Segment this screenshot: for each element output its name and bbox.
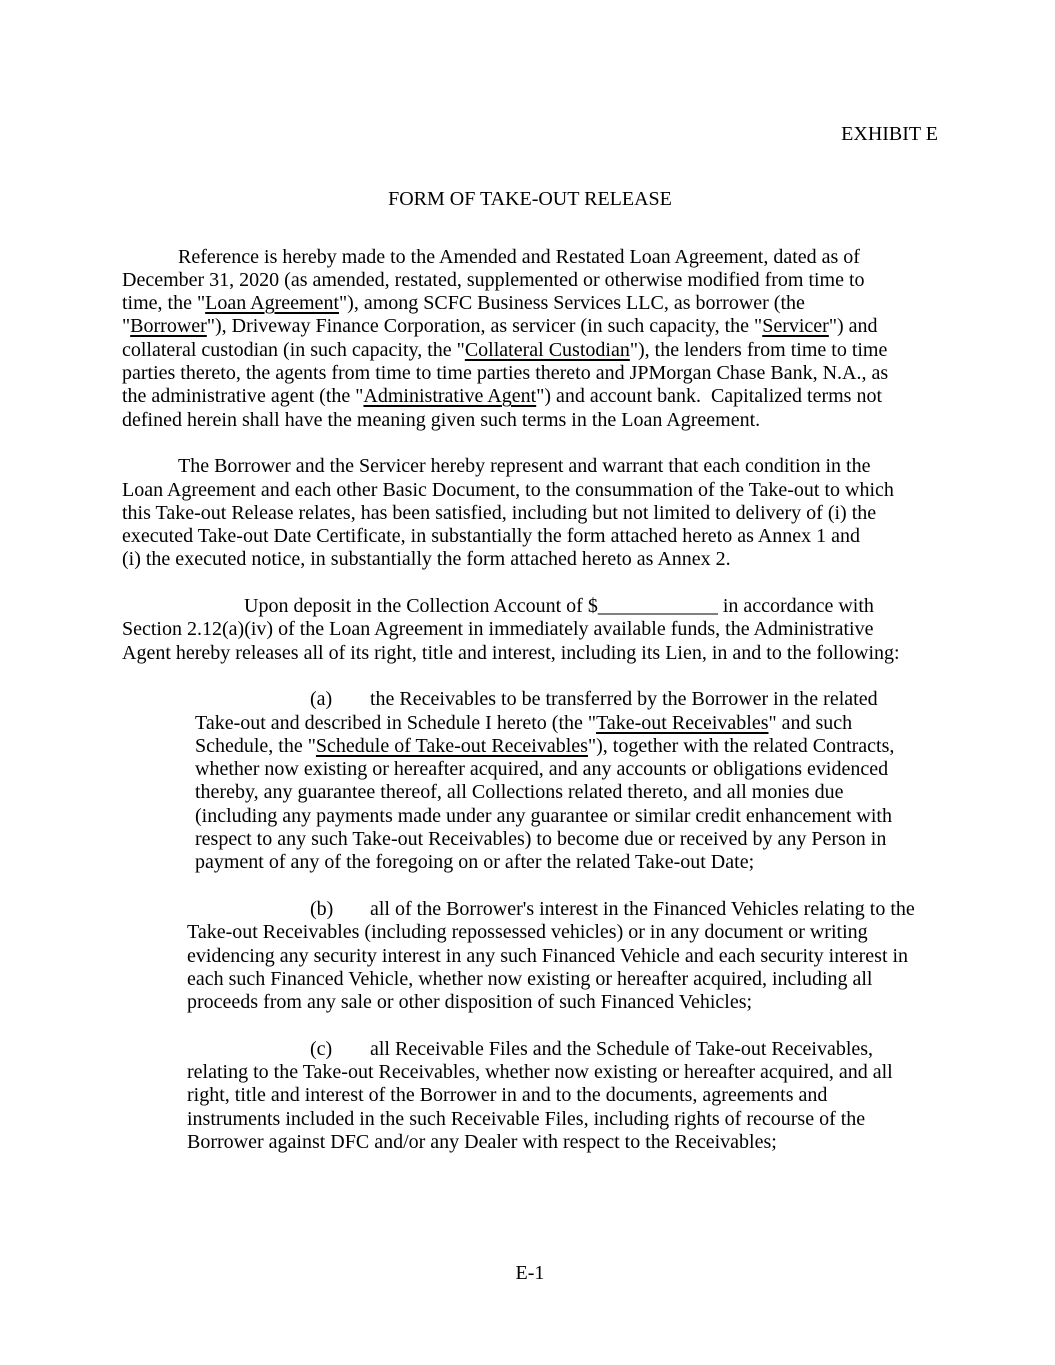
underlined-term: Collateral Custodian	[464, 338, 630, 361]
text-line	[122, 292, 938, 315]
text-line	[122, 479, 938, 502]
text-line	[187, 991, 938, 1014]
text-segment: the administrative agent (the "	[122, 385, 364, 408]
text-segment: time, the "	[122, 292, 206, 315]
text-segment: Schedule, the "	[195, 734, 316, 757]
text-segment: ") and account bank. Capitalized terms not	[536, 385, 883, 408]
text-line	[187, 921, 938, 944]
text-segment: each such Financed Vehicle, whether now existing or hereafter acquired, including all	[187, 967, 873, 990]
text-segment: parties thereto, the agents from time to time parties thereto and JPMorgan Chase Bank, N.A., as	[122, 362, 889, 385]
text-segment: Section 2.12(a)(iv) of the Loan Agreement in immediately available funds, the Administrative	[122, 618, 874, 641]
text-segment: all of the Borrower's interest in the Financed Vehicles relating to the	[370, 897, 915, 920]
text-segment: "), together with the related Contracts,	[587, 734, 895, 757]
text-line	[195, 758, 938, 781]
text-line	[122, 548, 938, 571]
paragraph-representation	[122, 455, 938, 571]
text-segment: ") and	[828, 315, 878, 338]
text-segment: right, title and interest of the Borrower in and to the documents, agreements and	[187, 1084, 828, 1107]
text-segment: "), Driveway Finance Corporation, as servicer (in such capacity, the "	[206, 315, 763, 338]
text-line	[187, 945, 938, 968]
text-segment: Agent hereby releases all of its right, title and interest, including its Lien, in and to the following:	[122, 641, 900, 664]
text-segment: Take-out and described in Schedule I hereto (the "	[195, 711, 597, 734]
text-line	[122, 502, 938, 525]
text-segment: Upon deposit in the Collection Account of $____________ in accordance with	[244, 595, 874, 618]
text-segment: "	[122, 315, 131, 338]
text-segment: whether now existing or hereafter acquired, and any accounts or obligations evidenced	[195, 758, 889, 781]
item-marker: (b)	[310, 897, 334, 920]
text-segment: the Receivables to be transferred by the Borrower in the related	[370, 688, 878, 711]
paragraph-release	[122, 595, 938, 665]
paragraph-intro	[122, 246, 938, 432]
page-number: E-1	[515, 1262, 545, 1284]
text-line	[187, 1131, 938, 1154]
exhibit-label: EXHIBIT E	[841, 123, 938, 145]
text-line	[122, 409, 938, 432]
text-segment: Take-out Receivables (including repossessed vehicles) or in any document or writing	[187, 921, 868, 944]
text-line	[122, 246, 938, 269]
text-segment: collateral custodian (in such capacity, the "	[122, 338, 465, 361]
text-segment: (i) the executed notice, in substantially the form attached hereto as Annex 2.	[122, 548, 731, 571]
document-paragraphs	[122, 246, 938, 1155]
underlined-term: Take-out Receivables	[596, 711, 769, 734]
text-segment: evidencing any security interest in any such Financed Vehicle and each security interest in	[187, 944, 909, 967]
text-segment: executed Take-out Date Certificate, in substantially the form attached hereto as Annex 1 and	[122, 525, 860, 548]
text-segment: December 31, 2020 (as amended, restated, supplemented or otherwise modified from time to	[122, 268, 865, 291]
text-segment: relating to the Take-out Receivables, whether now existing or hereafter acquired, and all	[187, 1060, 893, 1083]
underlined-term: Servicer	[762, 315, 829, 338]
item-marker: (a)	[310, 688, 333, 711]
text-line	[195, 712, 938, 735]
text-segment: "), the lenders from time to time	[629, 338, 888, 361]
underlined-term: Schedule of Take-out Receivables	[315, 734, 588, 757]
underlined-term: Loan Agreement	[205, 292, 339, 315]
text-segment: (including any payments made under any guarantee or similar credit enhancement with	[195, 804, 892, 827]
text-segment: this Take-out Release relates, has been satisfied, including but not limited to delivery of (i) the	[122, 501, 877, 524]
text-line	[187, 1084, 938, 1107]
text-line	[122, 339, 938, 362]
document-title: FORM OF TAKE-OUT RELEASE	[388, 188, 672, 211]
text-line	[195, 781, 938, 804]
text-line	[187, 1061, 938, 1084]
text-segment: respect to any such Take-out Receivables) to become due or received by any Person in	[195, 828, 887, 851]
text-segment: thereby, any guarantee thereof, all Collections related thereto, and all monies due	[195, 781, 844, 804]
item-marker: (c)	[310, 1037, 333, 1060]
text-line	[195, 828, 938, 851]
paragraph-item-a	[122, 688, 938, 874]
text-segment: " and such	[768, 711, 853, 734]
text-line	[122, 315, 938, 338]
text-segment: instruments included in the such Receivable Files, including rights of recourse of the	[187, 1107, 866, 1130]
text-line	[122, 385, 938, 408]
text-segment: defined herein shall have the meaning given such terms in the Loan Agreement.	[122, 408, 761, 431]
text-line	[122, 362, 938, 385]
text-line	[195, 735, 938, 758]
paragraph-item-b	[122, 898, 938, 1014]
text-segment: "), among SCFC Business Services LLC, as borrower (the	[339, 292, 805, 315]
text-line	[122, 455, 938, 478]
text-line	[122, 618, 938, 641]
text-line	[187, 1108, 938, 1131]
text-line	[195, 851, 938, 874]
text-line	[122, 642, 938, 665]
text-segment: all Receivable Files and the Schedule of Take-out Receivables,	[370, 1037, 874, 1060]
text-segment: Reference is hereby made to the Amended and Restated Loan Agreement, dated as of	[178, 245, 860, 268]
text-line	[122, 269, 938, 292]
paragraph-item-c	[122, 1038, 938, 1154]
text-line	[122, 525, 938, 548]
text-segment: The Borrower and the Servicer hereby represent and warrant that each condition in the	[178, 455, 871, 478]
text-segment: Loan Agreement and each other Basic Document, to the consummation of the Take-out to which	[122, 478, 894, 501]
text-line	[187, 968, 938, 991]
underlined-term: Administrative Agent	[363, 385, 537, 408]
text-line	[187, 1038, 938, 1061]
text-segment: payment of any of the foregoing on or after the related Take-out Date;	[195, 851, 755, 874]
text-line	[195, 688, 938, 711]
text-segment: proceeds from any sale or other disposition of such Financed Vehicles;	[187, 991, 753, 1014]
text-line	[122, 595, 938, 618]
text-line	[187, 898, 938, 921]
text-line	[195, 805, 938, 828]
text-segment: Borrower against DFC and/or any Dealer with respect to the Receivables;	[187, 1130, 777, 1153]
underlined-term: Borrower	[130, 315, 207, 338]
